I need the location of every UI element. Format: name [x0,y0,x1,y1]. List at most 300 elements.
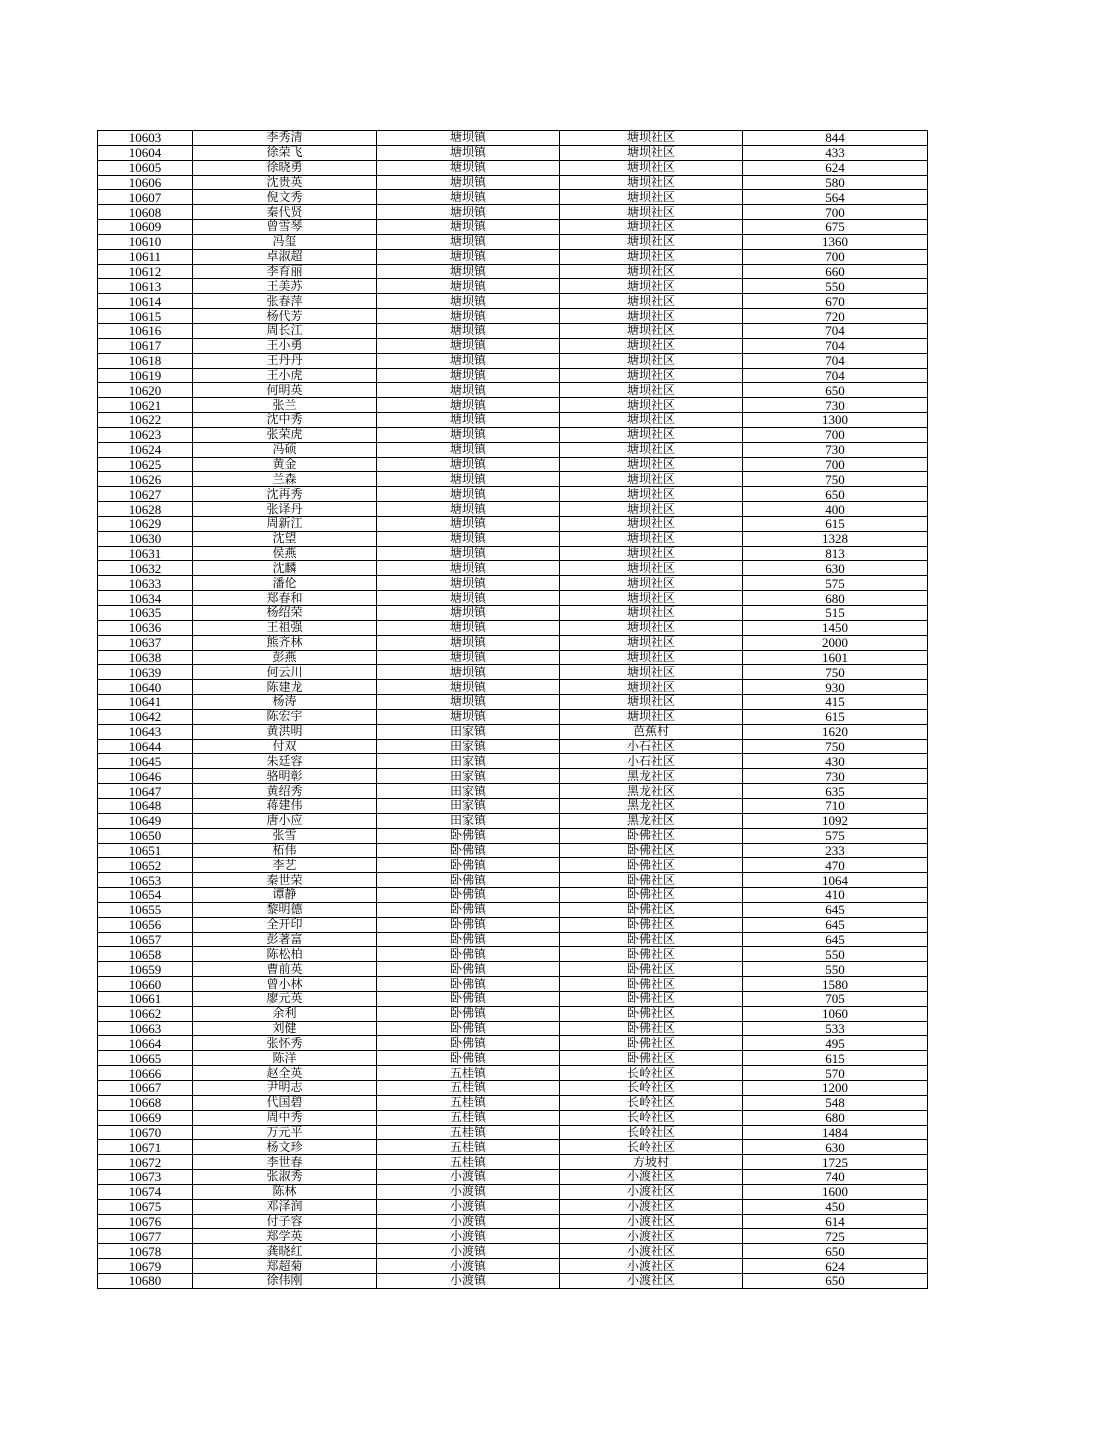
town-cell: 塘坝镇 [377,709,560,724]
amount-cell: 704 [743,368,928,383]
record-id-cell: 10611 [98,249,193,264]
community-cell: 塘坝社区 [560,635,743,650]
name-cell: 沈中秀 [193,413,377,428]
record-id-cell: 10625 [98,457,193,472]
table-row [98,1214,928,1229]
record-id-cell: 10608 [98,205,193,220]
town-cell: 塘坝镇 [377,294,560,309]
community-cell: 长岭社区 [560,1140,743,1155]
town-cell: 塘坝镇 [377,309,560,324]
table-row [98,991,928,1006]
town-cell: 塘坝镇 [377,650,560,665]
name-cell: 张春萍 [193,294,377,309]
town-cell: 塘坝镇 [377,427,560,442]
community-cell: 塘坝社区 [560,338,743,353]
amount-cell: 1725 [743,1155,928,1170]
community-cell: 卧佛社区 [560,858,743,873]
table-row [98,413,928,428]
table-row [98,1229,928,1244]
name-cell: 骆明彰 [193,769,377,784]
community-cell: 小渡社区 [560,1259,743,1274]
town-cell: 卧佛镇 [377,932,560,947]
town-cell: 塘坝镇 [377,576,560,591]
amount-cell: 615 [743,709,928,724]
town-cell: 塘坝镇 [377,635,560,650]
amount-cell: 450 [743,1199,928,1214]
name-cell: 唐小应 [193,813,377,828]
amount-cell: 433 [743,145,928,160]
amount-cell: 470 [743,858,928,873]
name-cell: 兰森 [193,472,377,487]
name-cell: 廖元英 [193,991,377,1006]
town-cell: 塘坝镇 [377,680,560,695]
community-cell: 小渡社区 [560,1214,743,1229]
community-cell: 塘坝社区 [560,561,743,576]
name-cell: 杨绍荣 [193,606,377,621]
amount-cell: 710 [743,798,928,813]
amount-cell: 575 [743,576,928,591]
table-row [98,546,928,561]
table-row [98,1140,928,1155]
amount-cell: 700 [743,427,928,442]
town-cell: 塘坝镇 [377,561,560,576]
amount-cell: 704 [743,353,928,368]
community-cell: 塘坝社区 [560,160,743,175]
amount-cell: 750 [743,665,928,680]
name-cell: 潘伦 [193,576,377,591]
table-row [98,813,928,828]
record-id-cell: 10666 [98,1066,193,1081]
table-row [98,353,928,368]
name-cell: 郑春和 [193,591,377,606]
town-cell: 卧佛镇 [377,991,560,1006]
name-cell: 曾雪琴 [193,220,377,235]
name-cell: 何明英 [193,383,377,398]
table-row [98,220,928,235]
name-cell: 倪文秀 [193,190,377,205]
amount-cell: 630 [743,1140,928,1155]
table-row [98,917,928,932]
town-cell: 塘坝镇 [377,249,560,264]
community-cell: 长岭社区 [560,1095,743,1110]
town-cell: 塘坝镇 [377,516,560,531]
town-cell: 卧佛镇 [377,828,560,843]
name-cell: 张雪 [193,828,377,843]
community-cell: 塘坝社区 [560,398,743,413]
name-cell: 黄金 [193,457,377,472]
record-id-cell: 10665 [98,1051,193,1066]
table-row [98,1184,928,1199]
table-row [98,1110,928,1125]
amount-cell: 570 [743,1066,928,1081]
record-id-cell: 10634 [98,591,193,606]
record-id-cell: 10623 [98,427,193,442]
town-cell: 五桂镇 [377,1066,560,1081]
amount-cell: 1600 [743,1184,928,1199]
amount-cell: 533 [743,1021,928,1036]
community-cell: 塘坝社区 [560,442,743,457]
name-cell: 李艺 [193,858,377,873]
amount-cell: 564 [743,190,928,205]
town-cell: 五桂镇 [377,1095,560,1110]
name-cell: 卓淑超 [193,249,377,264]
community-cell: 塘坝社区 [560,279,743,294]
table-row [98,516,928,531]
name-cell: 付子容 [193,1214,377,1229]
community-cell: 小渡社区 [560,1244,743,1259]
community-cell: 塘坝社区 [560,427,743,442]
town-cell: 塘坝镇 [377,264,560,279]
table-row [98,962,928,977]
name-cell: 王祖强 [193,620,377,635]
name-cell: 彭燕 [193,650,377,665]
record-id-cell: 10673 [98,1170,193,1185]
amount-cell: 700 [743,457,928,472]
community-cell: 方坡村 [560,1155,743,1170]
community-cell: 塘坝社区 [560,680,743,695]
table-row [98,249,928,264]
community-cell: 塘坝社区 [560,190,743,205]
record-id-cell: 10674 [98,1184,193,1199]
record-id-cell: 10633 [98,576,193,591]
town-cell: 卧佛镇 [377,917,560,932]
community-cell: 塘坝社区 [560,487,743,502]
name-cell: 邓泽润 [193,1199,377,1214]
community-cell: 塘坝社区 [560,516,743,531]
name-cell: 陈洋 [193,1051,377,1066]
record-id-cell: 10638 [98,650,193,665]
name-cell: 黄洪明 [193,724,377,739]
amount-cell: 650 [743,1244,928,1259]
table-row [98,1244,928,1259]
community-cell: 塘坝社区 [560,606,743,621]
town-cell: 五桂镇 [377,1081,560,1096]
amount-cell: 615 [743,516,928,531]
table-row [98,650,928,665]
town-cell: 卧佛镇 [377,1036,560,1051]
record-id-cell: 10617 [98,338,193,353]
record-id-cell: 10644 [98,739,193,754]
record-id-cell: 10635 [98,606,193,621]
table-row [98,873,928,888]
amount-cell: 550 [743,279,928,294]
amount-cell: 2000 [743,635,928,650]
table-row [98,1155,928,1170]
record-id-cell: 10672 [98,1155,193,1170]
community-cell: 塘坝社区 [560,502,743,517]
amount-cell: 1060 [743,1006,928,1021]
amount-cell: 548 [743,1095,928,1110]
record-id-cell: 10616 [98,323,193,338]
amount-cell: 635 [743,784,928,799]
name-cell: 侯燕 [193,546,377,561]
town-cell: 五桂镇 [377,1125,560,1140]
amount-cell: 740 [743,1170,928,1185]
amount-cell: 650 [743,383,928,398]
amount-cell: 650 [743,487,928,502]
town-cell: 塘坝镇 [377,323,560,338]
amount-cell: 675 [743,220,928,235]
name-cell: 曾小林 [193,977,377,992]
name-cell: 周新江 [193,516,377,531]
name-cell: 全开印 [193,917,377,932]
amount-cell: 1328 [743,531,928,546]
table-row [98,606,928,621]
community-cell: 塘坝社区 [560,131,743,146]
name-cell: 张怀秀 [193,1036,377,1051]
record-id-cell: 10653 [98,873,193,888]
table-row [98,398,928,413]
community-cell: 塘坝社区 [560,323,743,338]
name-cell: 沈麟 [193,561,377,576]
table-row [98,739,928,754]
name-cell: 朱廷容 [193,754,377,769]
community-cell: 长岭社区 [560,1081,743,1096]
amount-cell: 730 [743,398,928,413]
town-cell: 塘坝镇 [377,353,560,368]
record-id-cell: 10651 [98,843,193,858]
record-id-cell: 10663 [98,1021,193,1036]
amount-cell: 575 [743,828,928,843]
record-id-cell: 10637 [98,635,193,650]
record-id-cell: 10643 [98,724,193,739]
name-cell: 杨涛 [193,695,377,710]
amount-cell: 680 [743,1110,928,1125]
amount-cell: 704 [743,323,928,338]
town-cell: 塘坝镇 [377,442,560,457]
community-cell: 黑龙社区 [560,813,743,828]
community-cell: 塘坝社区 [560,591,743,606]
town-cell: 田家镇 [377,798,560,813]
community-cell: 塘坝社区 [560,531,743,546]
name-cell: 王小勇 [193,338,377,353]
table-row [98,724,928,739]
community-cell: 塘坝社区 [560,546,743,561]
amount-cell: 1484 [743,1125,928,1140]
record-id-cell: 10603 [98,131,193,146]
name-cell: 李育丽 [193,264,377,279]
record-id-cell: 10667 [98,1081,193,1096]
amount-cell: 430 [743,754,928,769]
record-id-cell: 10622 [98,413,193,428]
community-cell: 塘坝社区 [560,709,743,724]
town-cell: 卧佛镇 [377,962,560,977]
record-id-cell: 10679 [98,1259,193,1274]
town-cell: 塘坝镇 [377,175,560,190]
records-table-body [98,131,928,1289]
amount-cell: 725 [743,1229,928,1244]
amount-cell: 550 [743,947,928,962]
record-id-cell: 10657 [98,932,193,947]
amount-cell: 750 [743,472,928,487]
town-cell: 塘坝镇 [377,234,560,249]
town-cell: 塘坝镇 [377,413,560,428]
town-cell: 卧佛镇 [377,1006,560,1021]
amount-cell: 645 [743,932,928,947]
town-cell: 塘坝镇 [377,546,560,561]
record-id-cell: 10658 [98,947,193,962]
table-row [98,1199,928,1214]
town-cell: 田家镇 [377,754,560,769]
records-table [97,130,928,1289]
table-row [98,145,928,160]
town-cell: 田家镇 [377,784,560,799]
amount-cell: 1620 [743,724,928,739]
table-row [98,902,928,917]
community-cell: 黑龙社区 [560,798,743,813]
record-id-cell: 10626 [98,472,193,487]
community-cell: 塘坝社区 [560,620,743,635]
community-cell: 卧佛社区 [560,902,743,917]
record-id-cell: 10659 [98,962,193,977]
town-cell: 卧佛镇 [377,843,560,858]
record-id-cell: 10619 [98,368,193,383]
town-cell: 小渡镇 [377,1244,560,1259]
community-cell: 塘坝社区 [560,695,743,710]
record-id-cell: 10647 [98,784,193,799]
table-row [98,561,928,576]
record-id-cell: 10627 [98,487,193,502]
record-id-cell: 10656 [98,917,193,932]
town-cell: 卧佛镇 [377,858,560,873]
table-row [98,368,928,383]
record-id-cell: 10612 [98,264,193,279]
record-id-cell: 10654 [98,888,193,903]
record-id-cell: 10631 [98,546,193,561]
name-cell: 陈建龙 [193,680,377,695]
amount-cell: 670 [743,294,928,309]
town-cell: 卧佛镇 [377,947,560,962]
town-cell: 小渡镇 [377,1273,560,1288]
town-cell: 塘坝镇 [377,695,560,710]
table-row [98,754,928,769]
community-cell: 卧佛社区 [560,932,743,947]
record-id-cell: 10645 [98,754,193,769]
record-id-cell: 10649 [98,813,193,828]
table-row [98,442,928,457]
amount-cell: 415 [743,695,928,710]
name-cell: 万元平 [193,1125,377,1140]
record-id-cell: 10680 [98,1273,193,1288]
record-id-cell: 10662 [98,1006,193,1021]
town-cell: 田家镇 [377,724,560,739]
community-cell: 塘坝社区 [560,294,743,309]
amount-cell: 630 [743,561,928,576]
community-cell: 卧佛社区 [560,962,743,977]
amount-cell: 400 [743,502,928,517]
record-id-cell: 10668 [98,1095,193,1110]
town-cell: 塘坝镇 [377,338,560,353]
table-row [98,190,928,205]
town-cell: 五桂镇 [377,1140,560,1155]
name-cell: 王美苏 [193,279,377,294]
amount-cell: 410 [743,888,928,903]
table-row [98,338,928,353]
name-cell: 黄绍秀 [193,784,377,799]
name-cell: 沈望 [193,531,377,546]
name-cell: 张淑秀 [193,1170,377,1185]
community-cell: 塘坝社区 [560,413,743,428]
name-cell: 何云川 [193,665,377,680]
record-id-cell: 10636 [98,620,193,635]
name-cell: 王小虎 [193,368,377,383]
record-id-cell: 10655 [98,902,193,917]
town-cell: 塘坝镇 [377,457,560,472]
amount-cell: 650 [743,1273,928,1288]
community-cell: 塘坝社区 [560,457,743,472]
town-cell: 小渡镇 [377,1199,560,1214]
amount-cell: 1200 [743,1081,928,1096]
record-id-cell: 10615 [98,309,193,324]
community-cell: 小渡社区 [560,1170,743,1185]
table-row [98,1021,928,1036]
town-cell: 塘坝镇 [377,620,560,635]
community-cell: 卧佛社区 [560,873,743,888]
community-cell: 芭蕉村 [560,724,743,739]
name-cell: 陈林 [193,1184,377,1199]
amount-cell: 813 [743,546,928,561]
community-cell: 塘坝社区 [560,145,743,160]
table-row [98,175,928,190]
town-cell: 塘坝镇 [377,531,560,546]
table-row [98,1036,928,1051]
town-cell: 塘坝镇 [377,487,560,502]
town-cell: 卧佛镇 [377,873,560,888]
name-cell: 代国碧 [193,1095,377,1110]
amount-cell: 730 [743,442,928,457]
table-row [98,1170,928,1185]
table-row [98,160,928,175]
name-cell: 熊齐林 [193,635,377,650]
name-cell: 刘健 [193,1021,377,1036]
community-cell: 塘坝社区 [560,309,743,324]
record-id-cell: 10606 [98,175,193,190]
record-id-cell: 10604 [98,145,193,160]
record-id-cell: 10618 [98,353,193,368]
amount-cell: 930 [743,680,928,695]
table-row [98,1006,928,1021]
table-row [98,1273,928,1288]
name-cell: 张兰 [193,398,377,413]
record-id-cell: 10669 [98,1110,193,1125]
town-cell: 塘坝镇 [377,279,560,294]
community-cell: 塘坝社区 [560,205,743,220]
amount-cell: 624 [743,1259,928,1274]
name-cell: 黎明德 [193,902,377,917]
town-cell: 塘坝镇 [377,398,560,413]
name-cell: 杨文珍 [193,1140,377,1155]
name-cell: 周中秀 [193,1110,377,1125]
record-id-cell: 10664 [98,1036,193,1051]
amount-cell: 1580 [743,977,928,992]
table-row [98,234,928,249]
community-cell: 塘坝社区 [560,368,743,383]
community-cell: 长岭社区 [560,1110,743,1125]
town-cell: 小渡镇 [377,1229,560,1244]
table-row [98,531,928,546]
record-id-cell: 10652 [98,858,193,873]
town-cell: 小渡镇 [377,1214,560,1229]
amount-cell: 495 [743,1036,928,1051]
amount-cell: 1064 [743,873,928,888]
community-cell: 塘坝社区 [560,472,743,487]
community-cell: 卧佛社区 [560,1006,743,1021]
record-id-cell: 10630 [98,531,193,546]
amount-cell: 233 [743,843,928,858]
record-id-cell: 10650 [98,828,193,843]
amount-cell: 680 [743,591,928,606]
community-cell: 塘坝社区 [560,264,743,279]
